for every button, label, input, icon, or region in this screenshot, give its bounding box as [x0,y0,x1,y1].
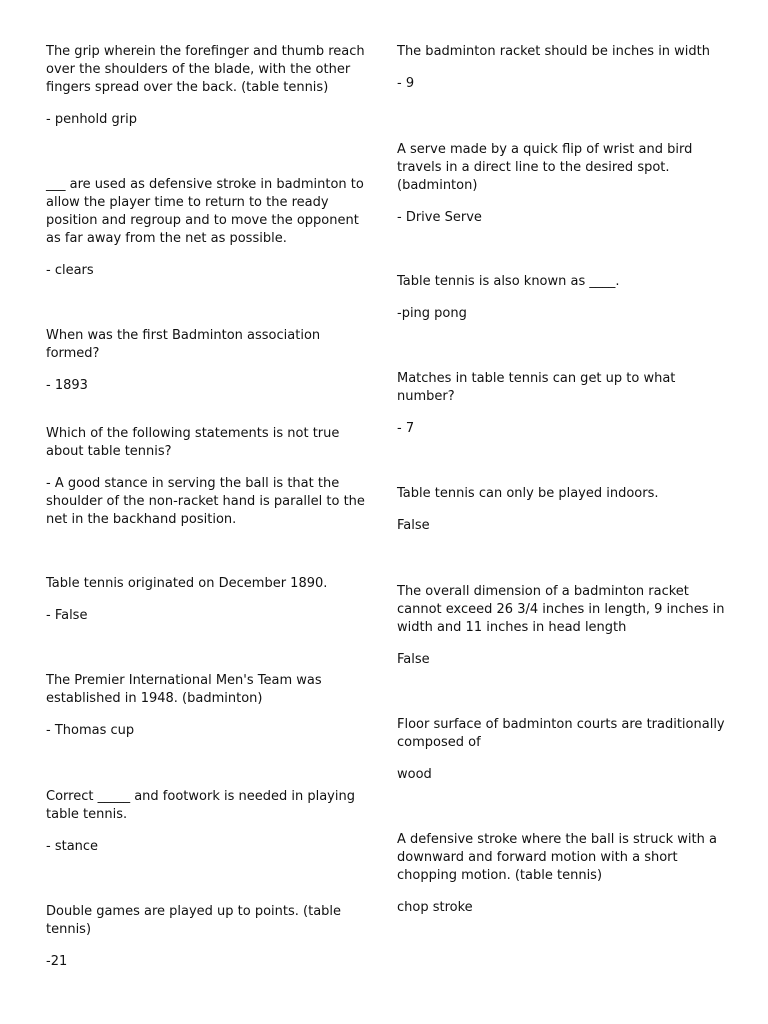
question-text: Table tennis originated on December 1890. [46,576,328,591]
answer-text: - 7 [397,421,415,436]
qa-item [46,43,376,129]
question-text: The grip wherein the forefinger and thumb reach over the shoulders of the blade, with the other fingers spread over the back. (table tennis) [46,44,365,95]
answer-text: - 9 [397,76,415,91]
question-text: The overall dimension of a badminton racket cannot exceed 26 3/4 inches in length, 9 inches in width and 11 inches in head length [397,584,725,635]
qa-item [46,672,376,740]
question-text: Double games are played up to points. (table tennis) [46,904,342,937]
question-text: When was the first Badminton association formed? [46,328,321,361]
qa-item [397,831,727,917]
answer-text: - False [46,608,88,623]
qa-item [46,425,376,529]
question-text: ___ are used as defensive stroke in badminton to allow the player time to return to the ready position and regroup and to move the opponent as far away from the net as possible. [46,177,364,246]
qa-item [46,575,376,625]
qa-item [46,176,376,280]
qa-item [397,273,727,323]
answer-text: - Thomas cup [46,723,135,738]
question-text: Correct _____ and footwork is needed in playing table tennis. [46,789,355,822]
answer-text: - Drive Serve [397,210,482,225]
qa-item [397,370,727,438]
question-text: The badminton racket should be inches in width [397,44,711,59]
qa-item [397,141,727,227]
question-text: The Premier International Men's Team was established in 1948. (badminton) [46,673,322,706]
answer-text: -ping pong [397,306,467,321]
answer-text: -21 [46,954,68,969]
answer-text: wood [397,767,432,782]
qa-item [397,583,727,669]
question-text: Table tennis can only be played indoors. [397,486,659,501]
answer-text: chop stroke [397,900,473,915]
answer-text: - clears [46,263,94,278]
answer-text: False [397,518,430,533]
question-text: A serve made by a quick flip of wrist and bird travels in a direct line to the desired spot. (badminton) [397,142,693,193]
question-text: Matches in table tennis can get up to what number? [397,371,676,404]
question-text: Floor surface of badminton courts are traditionally composed of [397,717,725,750]
qa-item [397,485,727,535]
answer-text: - 1893 [46,378,88,393]
answer-text: - A good stance in serving the ball is that the shoulder of the non-racket hand is parallel to the net in the backhand position. [46,476,365,527]
qa-item [46,903,376,971]
qa-item [46,327,376,395]
qa-item [46,788,376,856]
qa-item [397,43,727,93]
question-text: A defensive stroke where the ball is struck with a downward and forward motion with a short chopping motion. (table tennis) [397,832,717,883]
question-text: Table tennis is also known as ____. [397,274,620,289]
answer-text: - stance [46,839,99,854]
qa-item [397,716,727,784]
answer-text: - penhold grip [46,112,137,127]
answer-text: False [397,652,430,667]
question-text: Which of the following statements is not true about table tennis? [46,426,340,459]
